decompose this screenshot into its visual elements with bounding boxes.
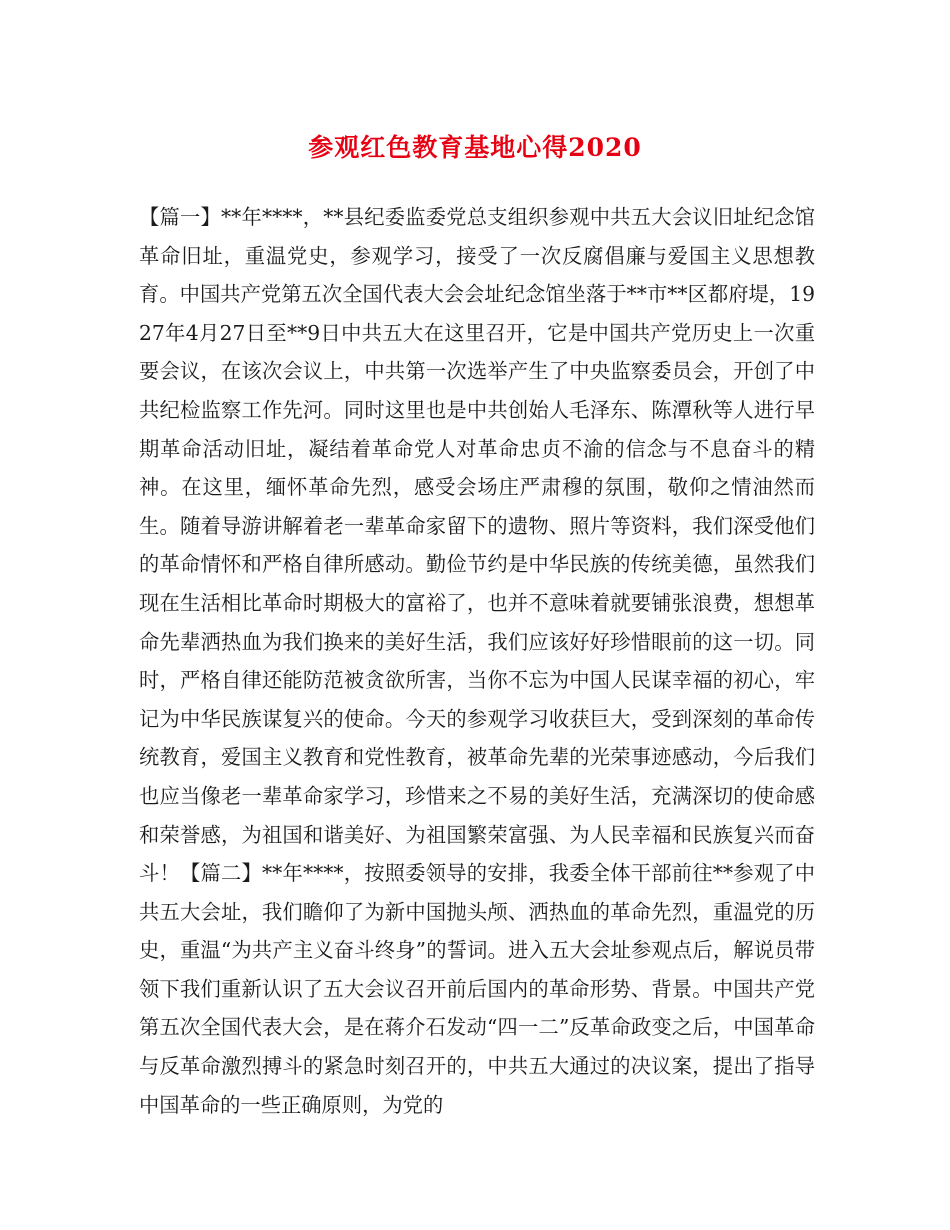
document-title: 参观红色教育基地心得2020 [308, 133, 642, 162]
document-body-paragraph: 【篇一】**年****，**县纪委监委党总支组织参观中共五大会议旧址纪念馆革命旧址，重温党史，参观学习，接受了一次反腐倡廉与爱国主义思想教育。中国共产党第五次全国代表大会会址纪念馆坐落于**市**区都府堤，1927年4月27日至**9日中共五大在这里召开，它是中国共产党历史上一次重要会议，在该次会议上，中共第一次选举产生了中央监察委员会，开创了中共纪检监察工作先河。同时这里也是中共创始人毛泽东、陈潭秋等人进行早期革命活动旧址，凝结着革命党人对革命忠贞不渝的信念与不息奋斗的精神。在这里，缅怀革命先烈，感受会场庄严肃穆的氛围，敬仰之情油然而生。随着导游讲解着老一辈革命家留下的遗物、照片等资料，我们深受他们的革命情怀和严格自律所感动。勤俭节约是中华民族的传统美德，虽然我们现在生活相比革命时期极大的富裕了，也并不意味着就要铺张浪费，想想革命先辈洒热血为我们换来的美好生活，我们应该好好珍惜眼前的这一切。同时，严格自律还能防范被贪欲所害，当你不忘为中国人民谋幸福的初心，牢记为中华民族谋复兴的使命。今天的参观学习收获巨大，受到深刻的革命传统教育，爱国主义教育和党性教育，被革命先辈的光荣事迹感动，今后我们也应当像老一辈革命家学习，珍惜来之不易的美好生活，充满深切的使命感和荣誉感，为祖国和谐美好、为祖国繁荣富强、为人民幸福和民族复兴而奋斗！【篇二】**年****，按照委领导的安排，我委全体干部前往**参观了中共五大会址，我们瞻仰了为新中国抛头颅、洒热血的革命先烈，重温党的历史，重温“为共产主义奋斗终身”的誓词。进入五大会址参观点后，解说员带领下我们重新认识了五大会议召开前后国内的革命形势、背景。中国共产党第五次全国代表大会，是在蒋介石发动“四一二”反革命政变之后，中国革命与反革命激烈搏斗的紧急时刻召开的，中共五大通过的决议案，提出了指导中国革命的一些正确原则，为党的 [139, 205, 815, 1117]
